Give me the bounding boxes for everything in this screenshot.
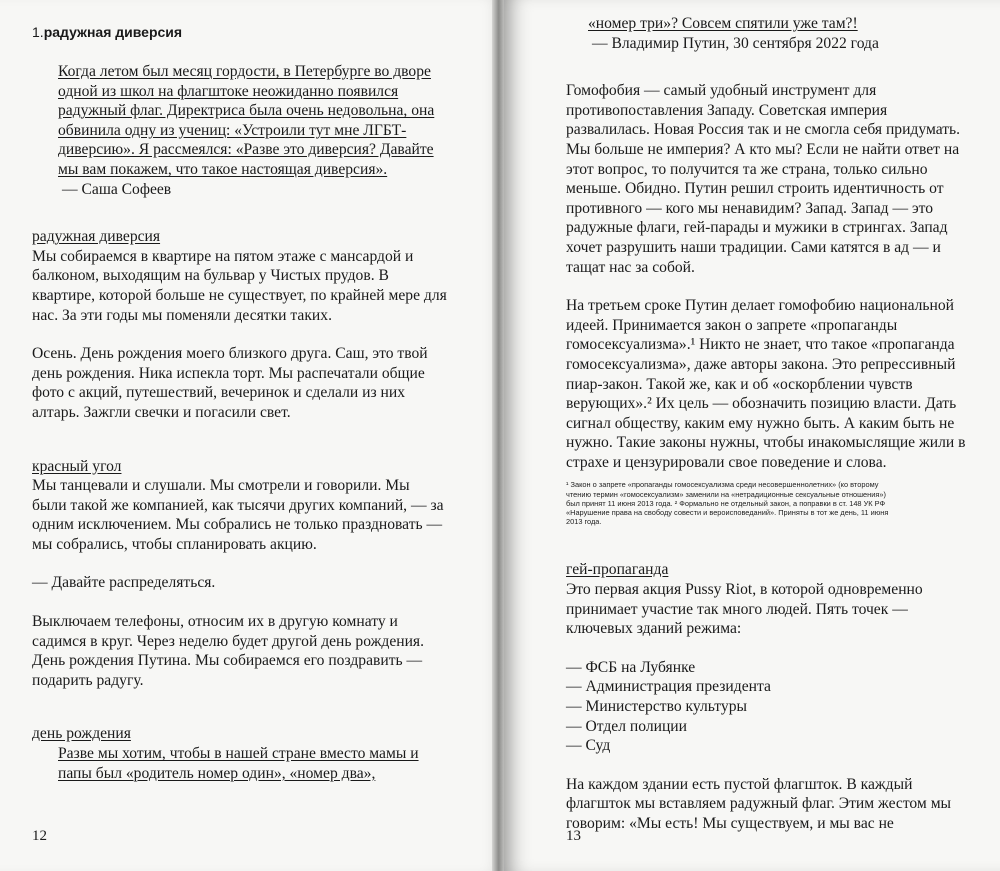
list-item: — Министерство культуры	[566, 698, 747, 716]
book-gutter	[492, 0, 504, 871]
list-item: — Отдел полиции	[566, 717, 687, 735]
right-page	[500, 0, 1000, 871]
paragraph: Мы танцевали и слушали. Мы смотрели и говорили. Мы были такой же компанией, как тысячи других компаний, — за одним исключением. Мы собрались не только праздновать — мы собрались, чтобы спланировать акцию.	[32, 477, 444, 553]
paragraph: На третьем сроке Путин делает гомофобию национальной идеей. Принимается закон о запрете «пропаганды гомосексуализма».¹ Никто не знает, что такое «пропаганда гомосексуализма», даже авторы закона. Это репрессивный пиар-закон. Такой же, как и об «оскорблении чувств верующих».² Их цель — обозначить позицию власти. Дать сигнал обществу, каким ему нужно быть. А каким быть не нужно. Такие законы нужны, чтобы инакомыслящие жили в страхе и цензурировали свое поведение и слова.	[566, 297, 966, 471]
page-number-right: 13	[566, 828, 581, 844]
paragraph: Осень. День рождения моего близкого друга. Саш, это твой день рождения. Ника испекла торт. Мы распечатали общие фото с акций, путешествий, вечеринок и сделали из них алтарь. Зажгли свечки и погасили свет.	[32, 345, 428, 421]
putin-quote-author: — Владимир Путин, 30 сентября 2022 года	[592, 34, 879, 52]
chapter-title-text: радужная диверсия	[43, 24, 183, 40]
epigraph-author: — Саша Софеев	[62, 180, 172, 198]
list-item: — Суд	[566, 737, 611, 755]
epigraph	[32, 62, 448, 199]
page-number-left: 12	[32, 828, 47, 844]
paragraph: Это первая акция Pussy Riot, в которой одновременно принимает участие так много людей. Пять точек — ключевых зданий режима:	[566, 581, 923, 638]
footnotes: ¹ Закон о запрете «пропаганды гомосексуализма среди несовершеннолетних» (ко второму чтению термин «гомосексуализм» заменили на «нетрадиционные сексуальные отношения») был принят 11 июня 2013 года. ² Формально не отдельный закон, а поправки в ст. 148 УК РФ «Нарушение права на свободу совести и вероисповеданий». Приняты в тот же день, 11 июня 2013 года.	[566, 480, 889, 527]
list-item: — Администрация президента	[566, 678, 771, 696]
putin-quote-continued	[566, 14, 970, 53]
chapter-number: 1.	[32, 24, 44, 40]
section-heading-birthday: день рождения	[32, 725, 131, 743]
section-heading-rainbow-diversion: радужная диверсия	[32, 228, 161, 246]
putin-quote-text: Разве мы хотим, чтобы в нашей стране вместо мамы и папы был «родитель номер один», «номер два»,	[58, 745, 419, 782]
paragraph: Гомофобия — самый удобный инструмент для противопоставления Западу. Советская империя развалилась. Новая Россия так и не смогла себя придумать. Мы больше не империя? А кто мы? Если не найти ответ на этот вопрос, то получится та же страна, только сильно меньше. Обидно. Путин решил строить идентичность от противного — кого мы ненавидим? Запад. Запад — это радужные флаги, гей-парады и мужики в стрингах. Запад хочет разрушить наши традиции. Сами катятся в ад — и тащат нас за собой.	[566, 82, 961, 276]
putin-quote	[32, 744, 448, 783]
chapter-title	[32, 24, 448, 40]
section-heading-gay-propaganda: гей-пропаганда	[566, 561, 669, 579]
putin-quote-cont-text: «номер три»? Совсем спятили уже там?!	[588, 15, 858, 32]
epigraph-text: Когда летом был месяц гордости, в Петербурге во дворе одной из школ на флагштоке неожиданно появился радужный флаг. Директриса была очень недовольна, она обвинила одну из учениц: «Устроили тут мне ЛГБТ-диверсию». Я рассмеялся: «Разве это диверсия? Давайте мы вам покажем, что такое настоящая диверсия».	[58, 63, 435, 178]
paragraph: Мы собираемся в квартире на пятом этаже с мансардой и балконом, выходящим на бульвар у Чистых прудов. В квартире, которой больше не существует, по крайней мере для нас. За эти годы мы поменяли десятки таких.	[32, 247, 447, 324]
section-heading-red-corner: красный угол	[32, 457, 122, 475]
paragraph: На каждом здании есть пустой флагшток. В каждый флагшток мы вставляем радужный флаг. Этим жестом мы говорим: «Мы есть! Мы существуем, и мы вас не	[566, 775, 952, 833]
paragraph: Выключаем телефоны, относим их в другую комнату и садимся в круг. Через неделю будет другой день рождения. День рождения Путина. Мы собираемся его поздравить — подарить радугу.	[32, 613, 424, 689]
paragraph: — Давайте распределяться.	[32, 574, 216, 592]
list-item: — ФСБ на Лубянке	[566, 658, 696, 676]
regime-buildings-list	[566, 658, 970, 756]
